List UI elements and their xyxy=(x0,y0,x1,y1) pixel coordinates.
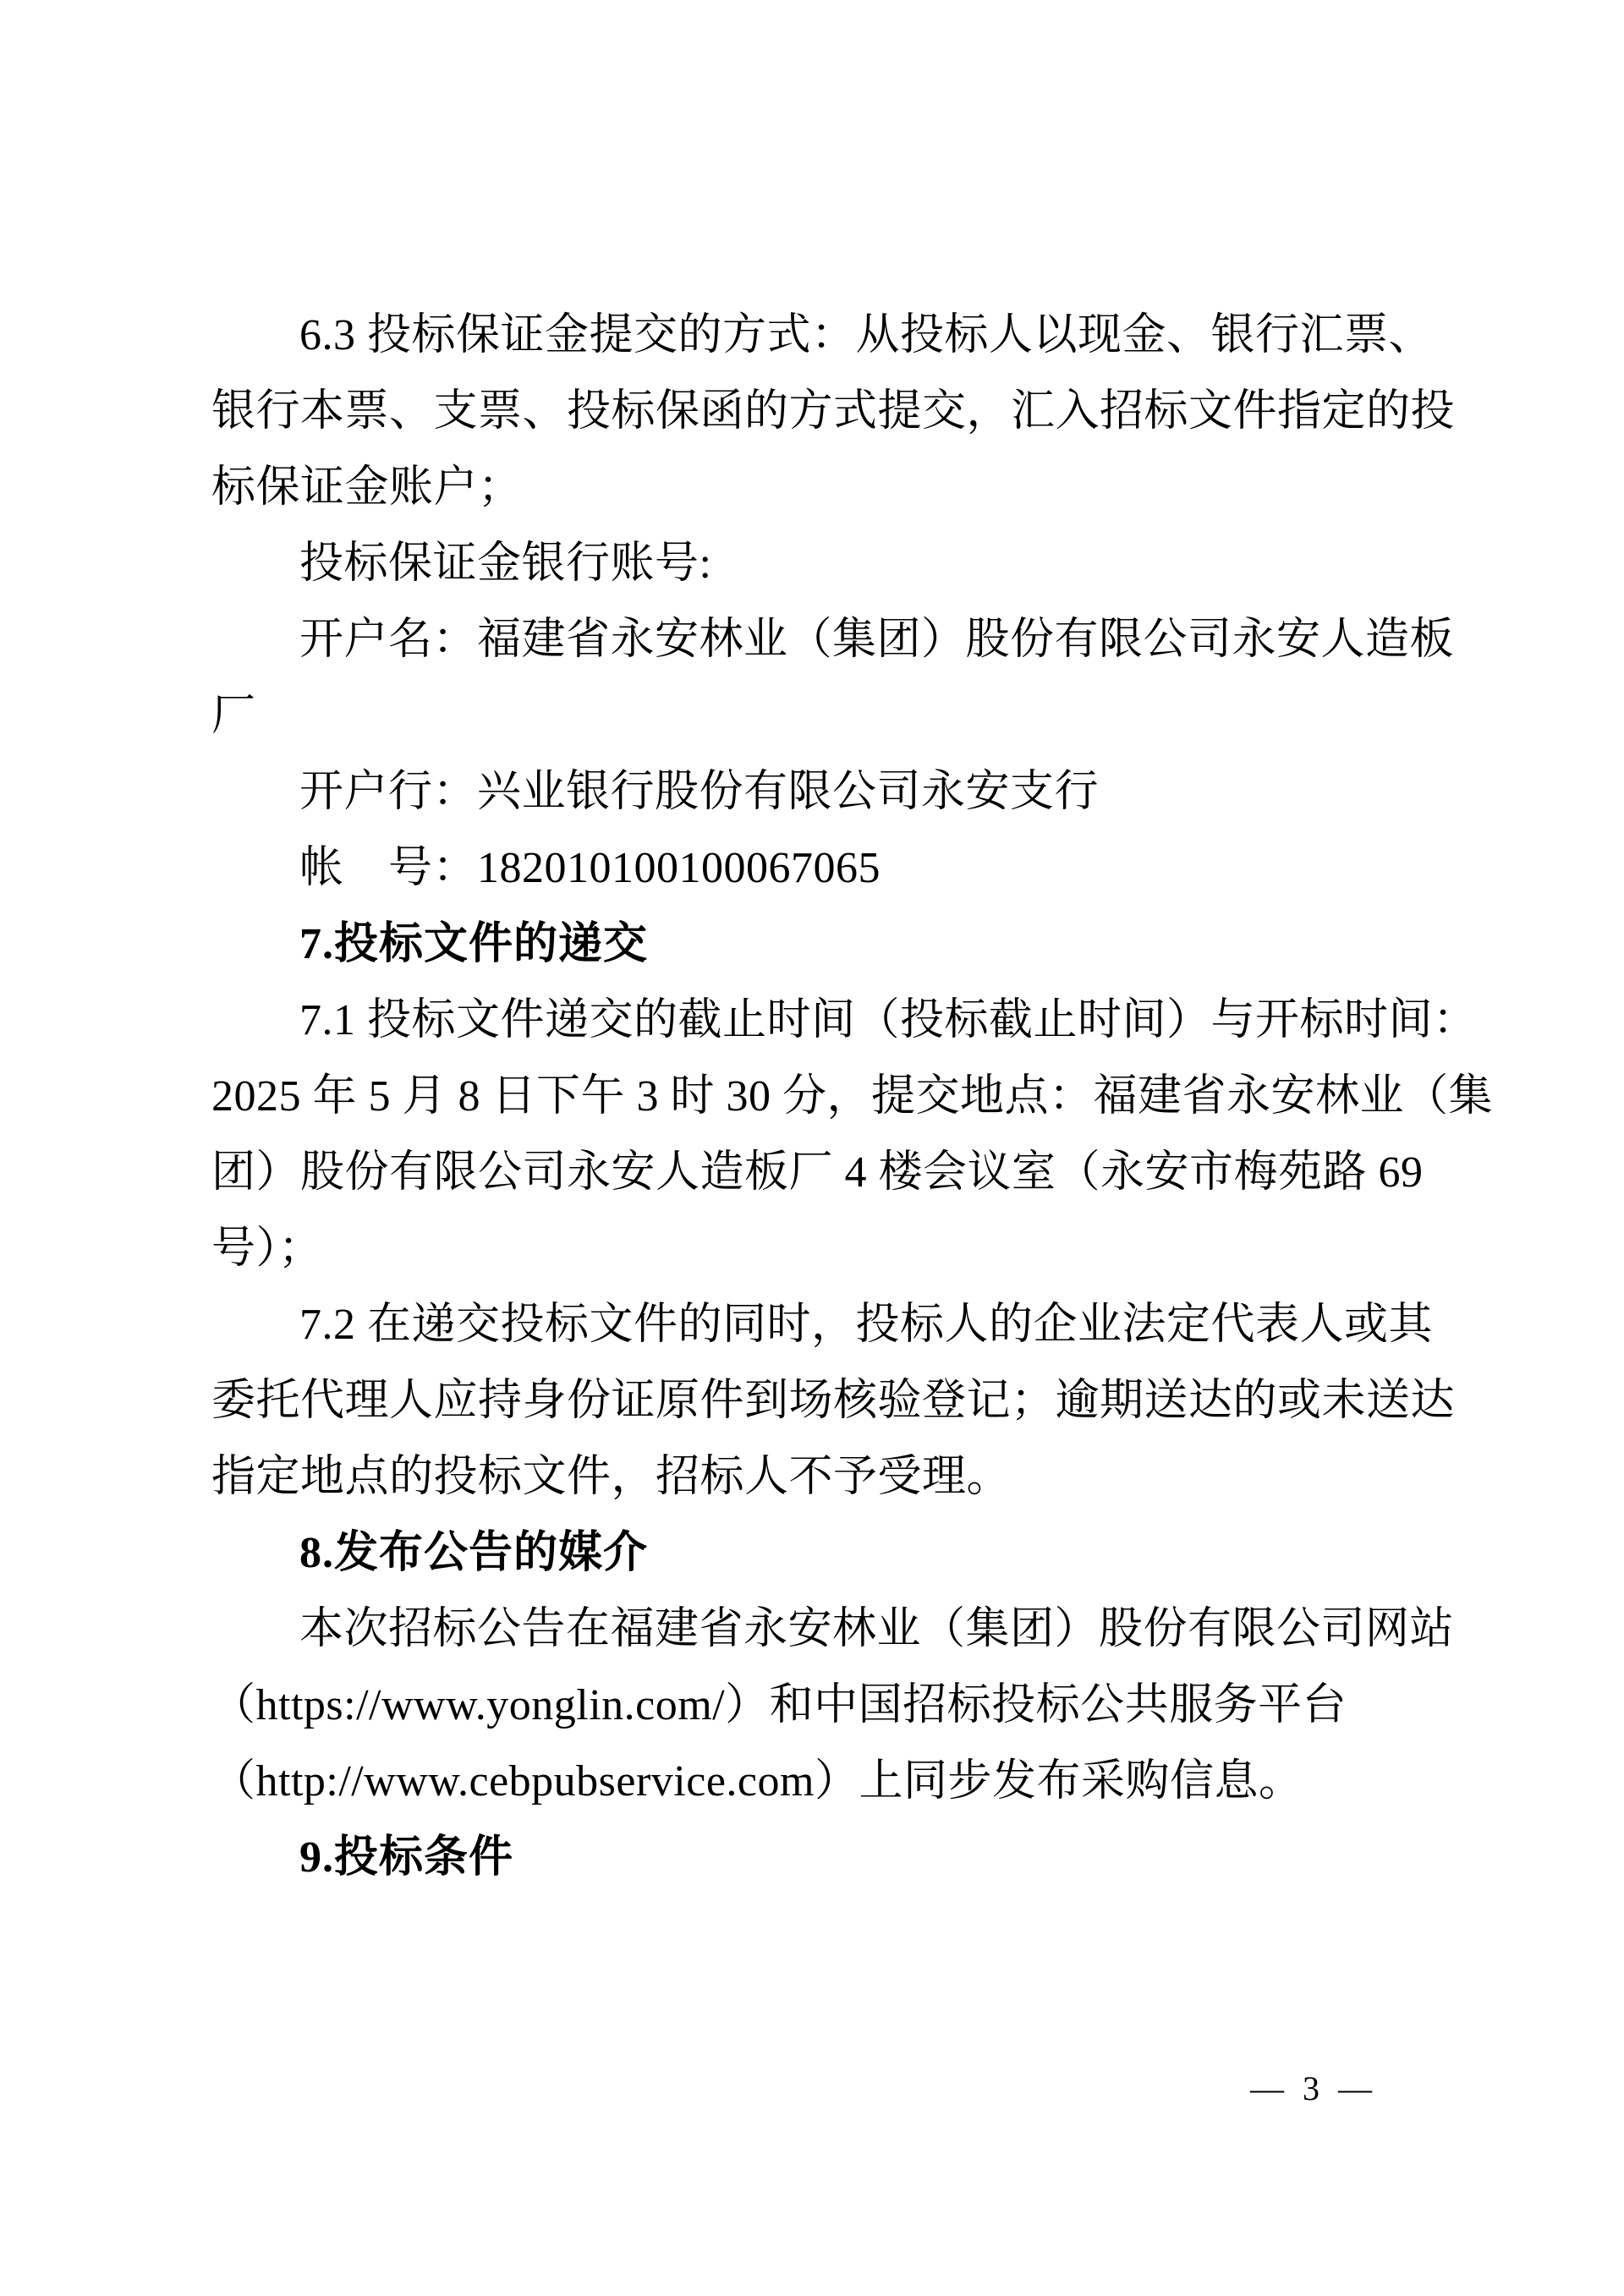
document-body xyxy=(211,298,1494,1896)
text-line: （http://www.cebpubservice.com）上同步发布采购信息。 xyxy=(211,1757,1303,1806)
text-line: 团）股份有限公司永安人造板厂 4 楼会议室（永安市梅苑路 69 xyxy=(211,1148,1424,1197)
text-line: 7.2 在递交投标文件的同时，投标人的企业法定代表人或其 xyxy=(299,1301,1434,1349)
text-line: 7.投标文件的递交 xyxy=(299,920,649,968)
text-line: 标保证金账户； xyxy=(211,463,523,512)
text-line: 8.发布公告的媒介 xyxy=(299,1529,649,1577)
text-line: 9.投标条件 xyxy=(299,1833,514,1882)
text-line: 号）； xyxy=(211,1225,323,1273)
text-line: （https://www.yonglin.com/）和中国招标投标公共服务平台 xyxy=(211,1681,1347,1729)
text-line: 2025 年 5 月 8 日下午 3 时 30 分，提交地点：福建省永安林业（集 xyxy=(211,1072,1494,1121)
text-line: 厂 xyxy=(211,692,256,740)
text-line: 开户名：福建省永安林业（集团）股份有限公司永安人造板 xyxy=(299,616,1455,664)
text-line: 投标保证金银行账号: xyxy=(299,540,712,588)
page-number: — 3 — xyxy=(1250,2069,1377,2107)
text-line: 7.1 投标文件递交的截止时间（投标截止时间）与开标时间： xyxy=(299,996,1478,1044)
text-line: 银行本票、支票、投标保函的方式提交，汇入招标文件指定的投 xyxy=(211,387,1456,436)
text-line: 委托代理人应持身份证原件到场核验登记；逾期送达的或未送达 xyxy=(211,1377,1456,1425)
text-line: 6.3 投标保证金提交的方式：从投标人以现金、银行汇票、 xyxy=(299,311,1434,359)
text-line: 开户行：兴业银行股份有限公司永安支行 xyxy=(299,768,1100,816)
text-line: 帐 号：182010100100067065 xyxy=(299,844,881,892)
text-line: 本次招标公告在福建省永安林业（集团）股份有限公司网站 xyxy=(299,1605,1455,1653)
text-line: 指定地点的投标文件，招标人不予受理。 xyxy=(211,1453,1012,1501)
